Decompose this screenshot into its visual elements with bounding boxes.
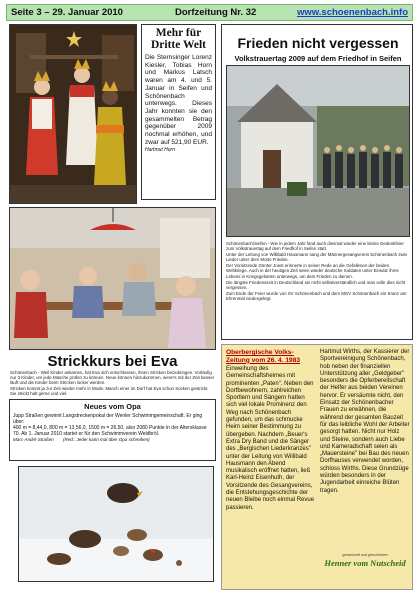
article-text: Die Sternsinger Lorenz Kiesler, Tobias Horn und Markus Latsch waren am 4. und 5. Januar in Seifen und Schönenbach unterwegs. Dieses Jahr konnten sie den gesammelten Betrag gegenüber 2009 nochmal erhöhen, und zwar auf 521,90 EUR. [145,54,212,146]
signature: Henner vom Nutscheid [324,558,406,568]
article-column-1: Einweihung des Gemeinschaftsheimes mit prominenten „Paten". Neben den Dorfbewohnern, zahlreichen Sportlern und Sängern hatten sich viel lokale Prominenz den Weg nach Schönenbach gefunden, um das schmucke Heim seiner Bestimmung zu übergeben. Nachdem „Beuer's Extra Dry Band und die Sänger des „Bergischen Liederkranzes" unter der Leitung von Willibald Hausmann den Abend musikalisch eröffnet hatten, ließ Karl-Heinz Eisenhuth, der Vorsitzende des Gesangvereins, die Entstehungsgeschichte der neuen Bleibe noch einmal Revue passieren. [226,366,315,511]
page-number-date: Seite 3 – 29. Januar 2010 [11,7,123,18]
opa-article [9,399,216,461]
signature-note: gesammelt und geschrieben [342,553,388,557]
article-footer [13,437,212,443]
article-text: Jupp Straßen gewinnt Langstreckenpokal der Wenler Schwimmgemeinschaft. Er ging über: [13,413,203,425]
website-link[interactable]: www.schoenenbach.info [296,7,408,18]
sternsinger-article [141,24,216,200]
article-author: Hartmut Horn [145,147,176,154]
article-column-2: Hartmut Wirths, der Kassierer der Sportvereinigung Schönenbach, hob neben der finanziellen Unterstützung aller „Geldgeber" besonders die Opferbereitschaft der Helfer aus beiden Vereinen hervor. Er versäumte nicht, den Einsatz der Schönenbacher Frauen zu erwähnen, die während der gesamten Bauzeit für das leibliche Wohl der Arbeiter gesorgt hatten. Nicht nur Holz und Steine, sondern auch Liebe und Kameradschaft seien als „Mauersteine" bei Bau des neuen Dorfhauses verwendet worden, schloss Wirths. Diese Grundzüge würden besonders in der Jugendarbeit einreiche Blüten tragen. [320,349,410,494]
strickkurs-title: Strickkurs bei Eva [47,353,178,370]
frieden-article [221,24,413,340]
editor-note: (Red.: Jeder kann mal über Opa schreiben) [63,437,150,442]
page-header [6,4,413,21]
strickkurs-text [10,370,215,397]
article-author: Marc-André Straßen [13,437,54,442]
paragraph: Die längste Friedenszeit in Deutschland sei nicht selbstverständlich und man solle dies nicht vergessen. [226,279,406,290]
paragraph: Zum Ende der Feier wurde von SV Schönenbach und dem MGV Schönenbach ein Kranz am Ehrenmal niedergelegt. [226,290,407,301]
article-title: Mehr für Dritte Welt [150,27,207,51]
memorial-photo [226,65,410,237]
article-title: Oberbergische Volks-Zeitung vom 26. 4. 1983 [226,349,301,364]
article-body [226,241,410,302]
article-title: Neues vom Opa [84,402,141,411]
paragraph: Unter der Leitung von Willibald Hausmann sang der Männergesangverein Schönenbach zwei Lieder unter dem Motto Frieden. [226,252,408,263]
paragraph: Stricken kommt ja zur Zeit wieder mehr in Mode. Manch einer im Dorf hat Eva schon Socken gestrickt. Sie strickt halt gerne und viel. [10,386,209,397]
article-subtitle: Volkstrauertag 2009 auf dem Friedhof in Seifen [234,54,402,63]
article-title: Frieden nicht vergessen [237,35,399,51]
newspaper-issue: Dorfzeitung Nr. 32 [175,7,257,18]
rueckblick-article [221,344,413,590]
paragraph: Der Vorsitzende Günter Joest erinnerte in seiner Rede an die Gefallenen der beiden Weltkriege. Auch in der heutigen Zeit seien wieder deutsche Soldaten unter Einsatz ihres Lebens in Kriegsgebieten unterwegs, um dem Frieden zu dienen. [226,263,399,279]
sternsinger-photo [9,24,137,204]
birds-snow-photo [18,466,214,582]
paragraph: Schönenbach/Seifen - Wie in jedem Jahr fand auch diesmal wieder eine kleine Gedenkfeier zum Volkstrauertag auf dem Friedhof in Seifen statt. [226,241,404,252]
article-results: 400 m = 8,44,0, 800 m = 13,56,0, 1500 m = 26,50, also 2080 Punkte in der Altersklasse 70. Ab 1. Januar 2010 startet er für den Schwimmverein Weldbröl. [13,425,207,437]
strickkurs-photo [9,207,216,350]
paragraph: Schönenbach - Weil Kinder ankamen, hat Eva sich entschlossen, ihnen Stricken beizubringen. Vorläufig nur 3 Kinder, um jede Masche prüfen zu können. Neue können hinzukommen, wenn's mit der Zeit besser läuft und die Kinder beim Stricken locker werden. [10,370,215,386]
